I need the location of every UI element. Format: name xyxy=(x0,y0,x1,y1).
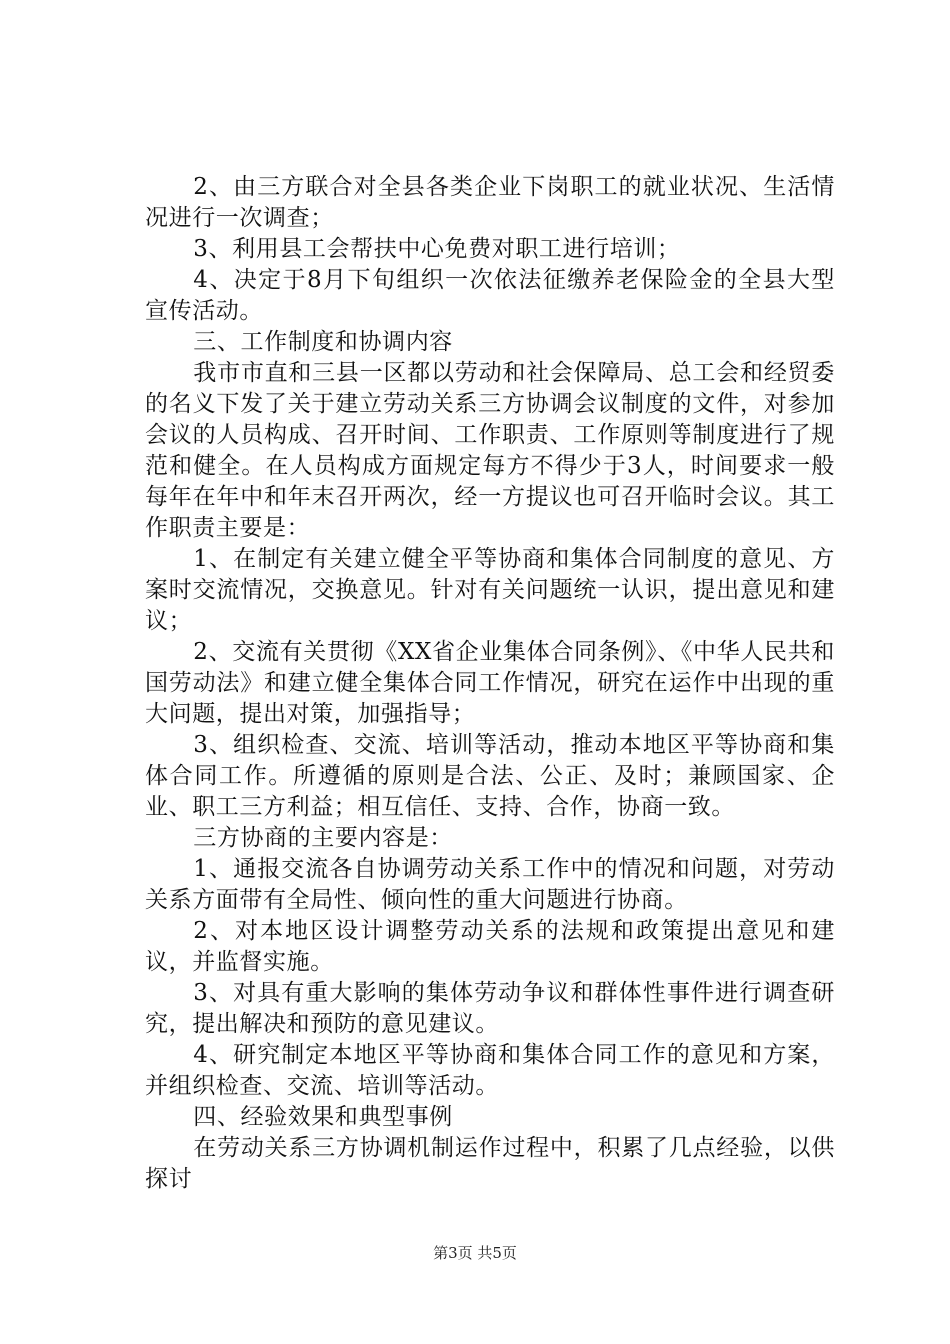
duty-item-3: 3、组织检查、交流、培训等活动，推动本地区平等协商和集体合同工作。所遵循的原则是合法、公正、及时；兼顾国家、企业、职工三方利益；相互信任、支持、合作，协商一致。 xyxy=(145,732,835,820)
page-number-indicator: 第3页 共5页 xyxy=(433,1244,517,1262)
consultation-item-1: 1、通报交流各自协调劳动关系工作中的情况和问题，对劳动关系方面带有全局性、倾向性的重大问题进行协商。 xyxy=(145,856,835,913)
paragraph-item-2: 2、由三方联合对全县各类企业下岗职工的就业状况、生活情况进行一次调查； xyxy=(145,174,835,231)
section-heading-4: 四、经验效果和典型事例 xyxy=(193,1104,453,1130)
consultation-intro: 三方协商的主要内容是： xyxy=(193,825,453,851)
page-footer xyxy=(0,1243,950,1263)
consultation-item-2: 2、对本地区设计调整劳动关系的法规和政策提出意见和建议，并监督实施。 xyxy=(145,918,835,975)
paragraph-item-3: 3、利用县工会帮扶中心免费对职工进行培训； xyxy=(193,236,681,262)
document-body xyxy=(145,172,835,1195)
paragraph-system-intro: 我市市直和三县一区都以劳动和社会保障局、总工会和经贸委的名义下发了关于建立劳动关系三方协调会议制度的文件，对参加会议的人员构成、召开时间、工作职责、工作原则等制度进行了规范和健全。在人员构成方面规定每方不得少于3人，时间要求一般每年在年中和年末召开两次，经一方提议也可召开临时会议。其工作职责主要是： xyxy=(145,360,835,541)
consultation-item-3: 3、对具有重大影响的集体劳动争议和群体性事件进行调查研究，提出解决和预防的意见建议。 xyxy=(145,980,835,1037)
duty-item-2: 2、交流有关贯彻《XX省企业集体合同条例》、《中华人民共和国劳动法》和建立健全集体合同工作情况，研究在运作中出现的重大问题，提出对策，加强指导； xyxy=(145,639,835,727)
duty-item-1: 1、在制定有关建立健全平等协商和集体合同制度的意见、方案时交流情况，交换意见。针对有关问题统一认识，提出意见和建议； xyxy=(145,546,835,634)
experience-intro: 在劳动关系三方协调机制运作过程中，积累了几点经验，以供探讨 xyxy=(145,1135,835,1192)
section-heading-3: 三、工作制度和协调内容 xyxy=(193,329,453,355)
consultation-item-4: 4、研究制定本地区平等协商和集体合同工作的意见和方案，并组织检查、交流、培训等活动。 xyxy=(145,1042,835,1099)
paragraph-item-4: 4、决定于8月下旬组织一次依法征缴养老保险金的全县大型宣传活动。 xyxy=(145,267,835,324)
